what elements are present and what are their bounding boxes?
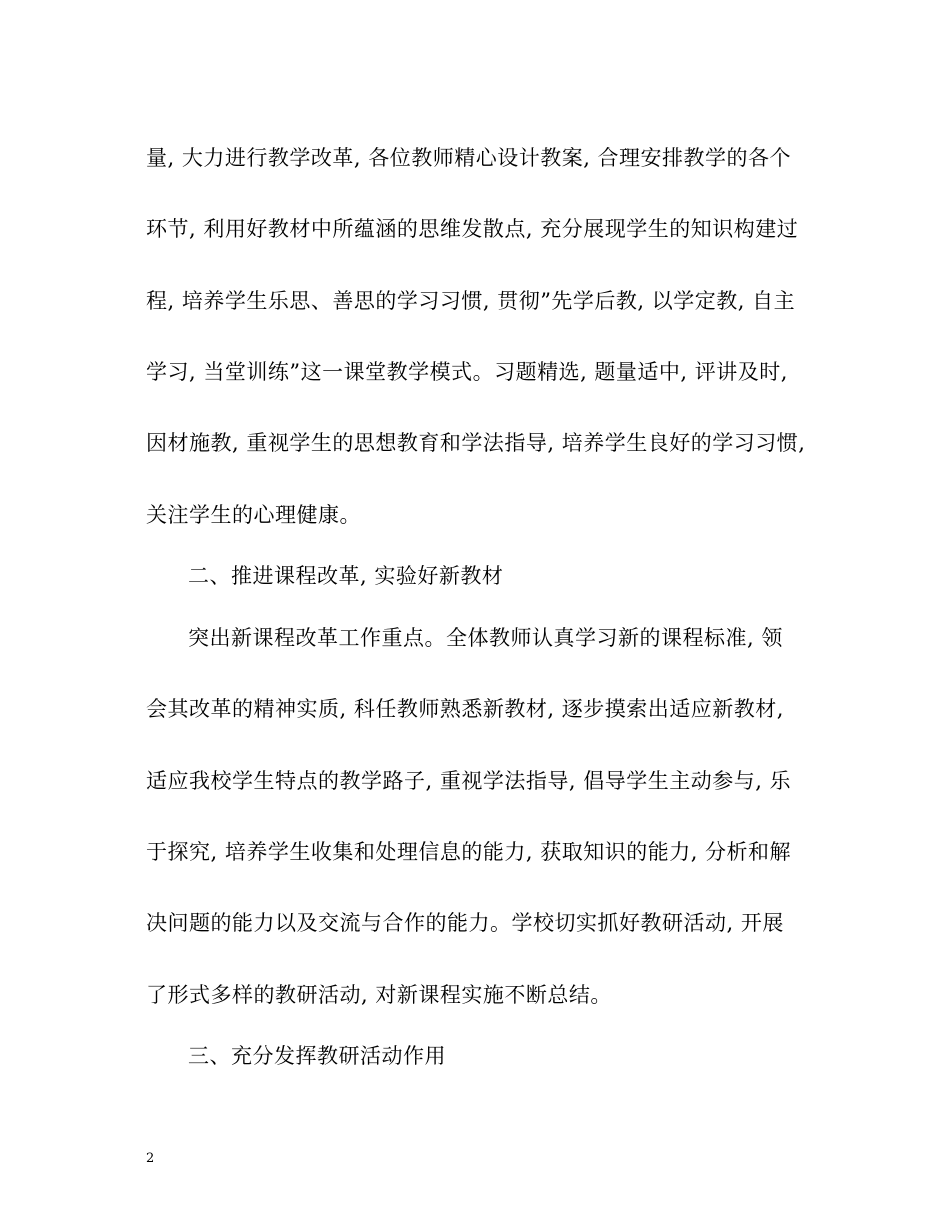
body-text-line: 适应我校学生特点的教学路子, 重视学法指导, 倡导学生主动参与, 乐: [146, 769, 792, 793]
body-text-line: 关注学生的心理健康。: [146, 503, 361, 527]
body-text-line: 学习, 当堂训练”这一课堂教学模式。习题精选, 题量适中, 评讲及时,: [146, 360, 788, 384]
section-heading: 三、充分发挥教研活动作用: [188, 1044, 446, 1068]
body-text-line: 决问题的能力以及交流与合作的能力。学校切实抓好教研活动, 开展: [146, 911, 784, 935]
body-text-line: 环节, 利用好教材中所蕴涵的思维发散点, 充分展现学生的知识构建过: [146, 217, 799, 241]
body-text-line: 会其改革的精神实质, 科任教师熟悉新教材, 逐步摸索出适应新教材,: [146, 697, 784, 721]
body-text-line: 程, 培养学生乐思、善思的学习习惯, 贯彻”先学后教, 以学定教, 自主: [146, 289, 796, 313]
page-number: 2: [146, 1151, 155, 1166]
body-text-line: 量, 大力进行教学改革, 各位教师精心设计教案, 合理安排教学的各个: [146, 146, 792, 170]
body-text-line: 突出新课程改革工作重点。全体教师认真学习新的课程标准, 领: [188, 626, 783, 650]
body-text-line: 了形式多样的教研活动, 对新课程实施不断总结。: [146, 983, 612, 1007]
section-heading: 二、推进课程改革, 实验好新教材: [188, 564, 504, 588]
body-text-line: 于探究, 培养学生收集和处理信息的能力, 获取知识的能力, 分析和解: [146, 840, 792, 864]
body-text-line: 因材施教, 重视学生的思想教育和学法指导, 培养学生良好的学习习惯,: [146, 431, 806, 455]
